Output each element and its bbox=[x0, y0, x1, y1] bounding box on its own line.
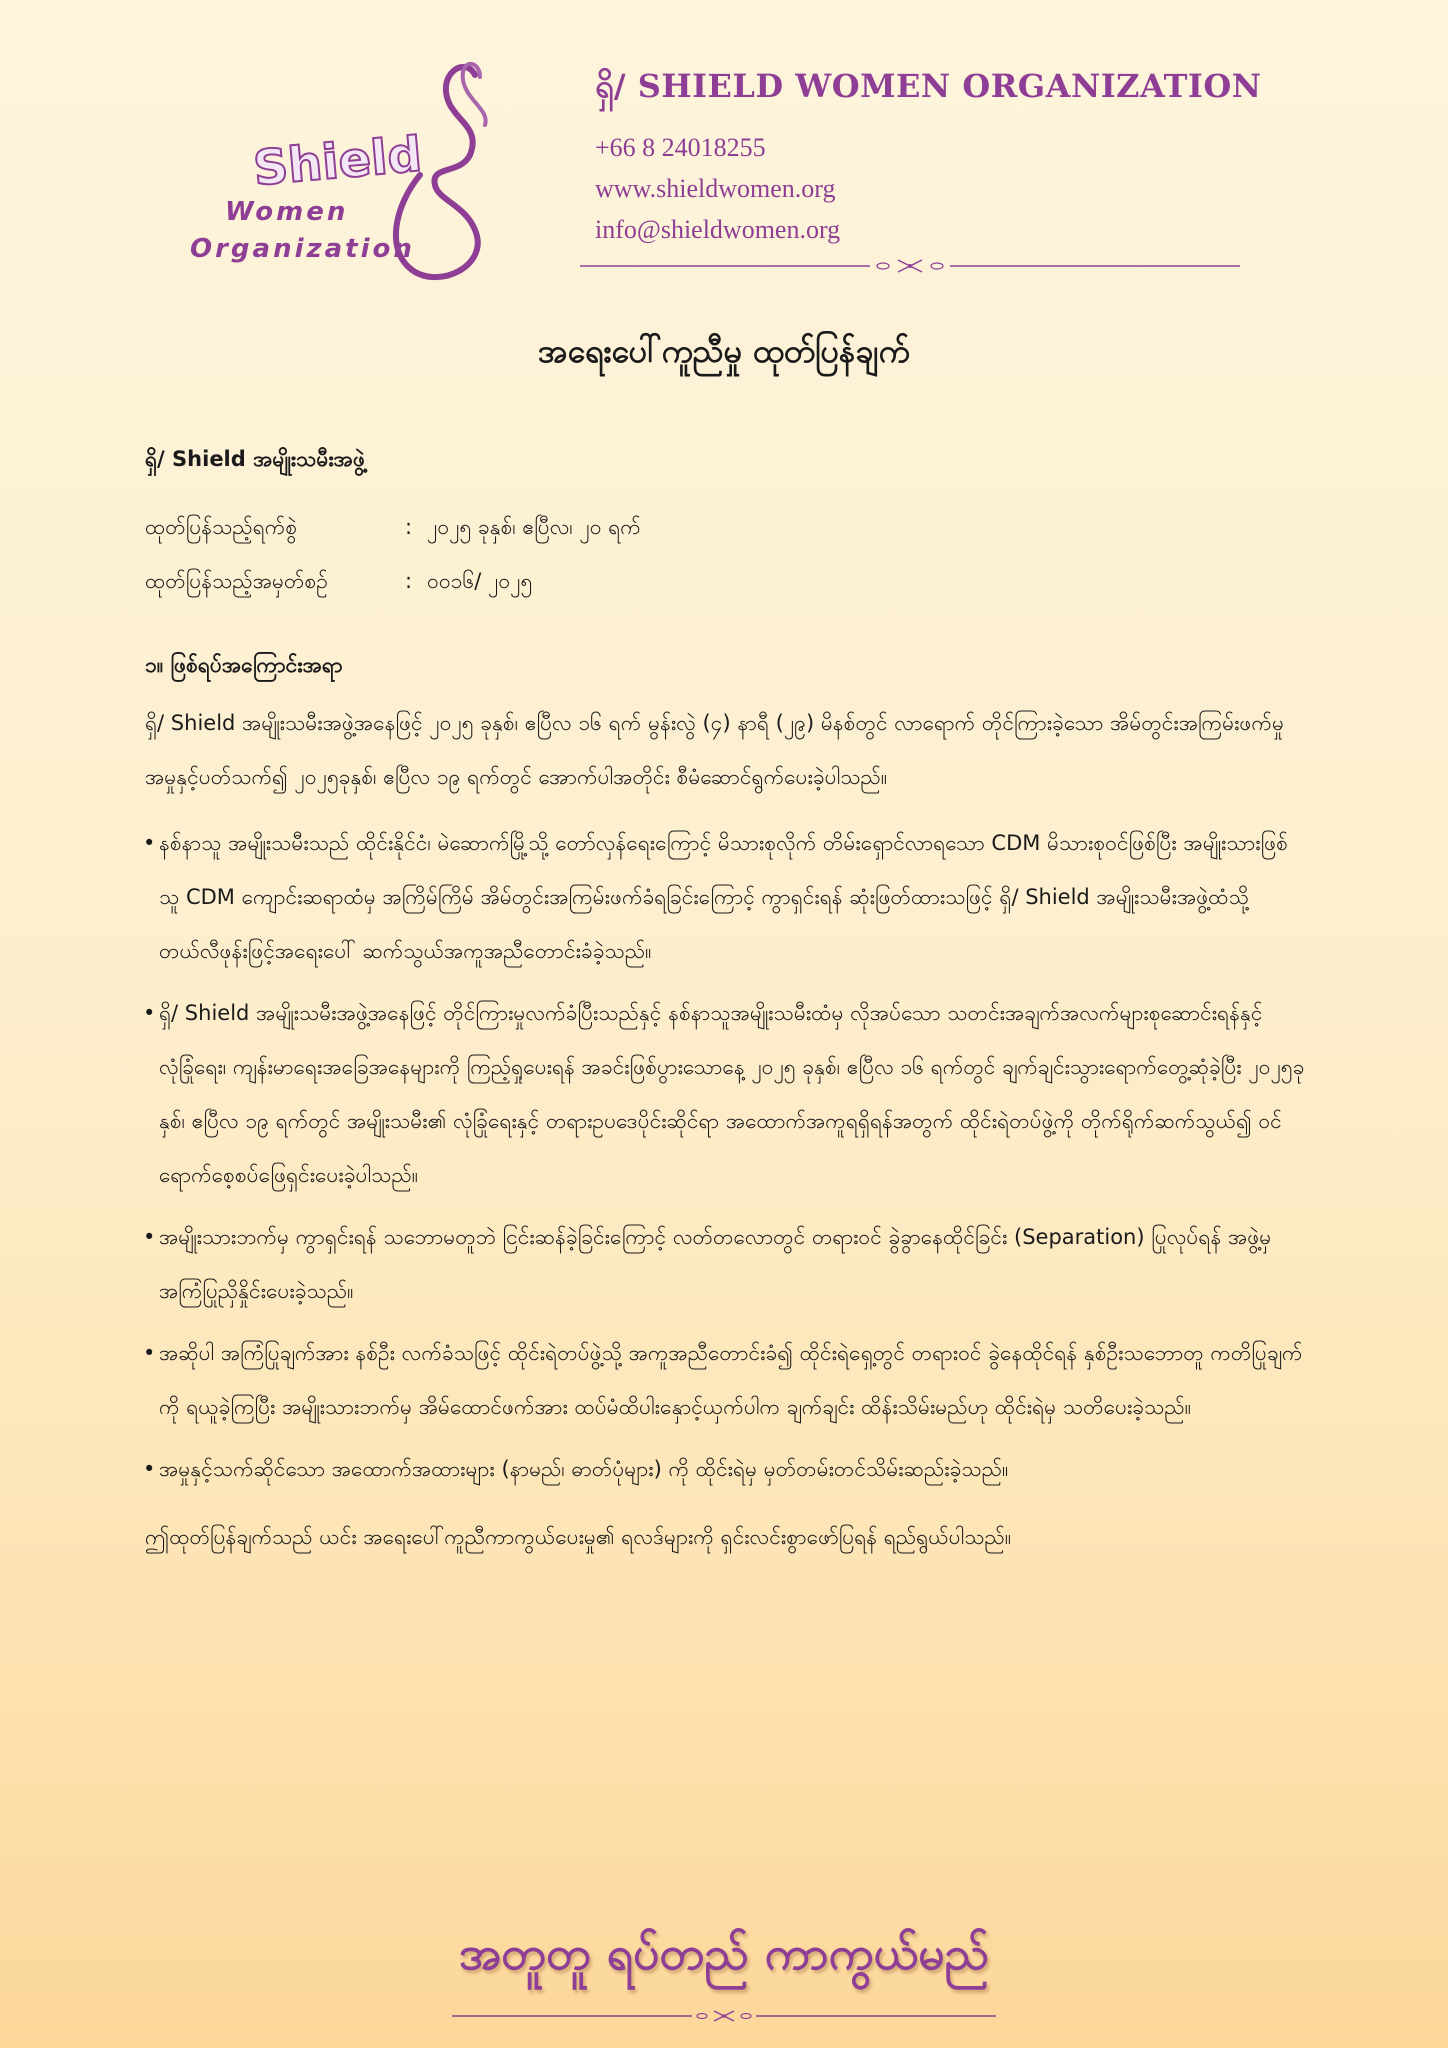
list-item: • နစ်နာသူ အမျိုးသမီးသည် ထိုင်းနိုင်ငံ၊ မဲဆောက်မြို့သို့ တော်လှန်ရေးကြောင့် မိသားစုလိုက် တိမ်းရှောင်လာရသော CDM မိသားစုဝင်ဖြစ်ပြီး အမျိုးသားဖြစ်သူ CDM ကျောင်းဆရာထံမှ အကြိမ်ကြိမ် အိမ်တွင်းအကြမ်းဖက်ခံရခြင်းကြောင့် ကွာရှင်းရန် ဆုံးဖြတ်ထားသဖြင့် ရှိ/ Shield အမျိုးသမီးအဖွဲ့ထံသို့ တယ်လီဖုန်းဖြင့်အရေးပေါ် ဆက်သွယ်အကူအညီတောင်းခံခဲ့သည်။ bbox=[145, 816, 1305, 978]
issuer-label: ရှိ/ Shield အမျိုးသမီးအဖွဲ့ bbox=[145, 447, 365, 471]
closing-paragraph: ဤထုတ်ပြန်ချက်သည် ယင်း အရေးပေါ်ကူညီကာကွယ်ပေးမှု၏ ရလဒ်များကို ရှင်းလင်းစွာဖော်ပြရန် ရည်ရွယ်ပါသည်။ bbox=[145, 1525, 1012, 1549]
ornament-divider-icon bbox=[580, 256, 1240, 276]
list-item: • အမျိုးသားဘက်မှ ကွာရှင်းရန် သဘောမတူဘဲ ငြင်းဆန်ခဲ့ခြင်းကြောင့် လတ်တလောတွင် တရားဝင် ခွဲခွာနေထိုင်ခြင်း (Separation) ပြုလုပ်ရန် အဖွဲ့မှ အကြံပြုညှိနှိုင်းပေးခဲ့သည်။ bbox=[145, 1210, 1305, 1318]
meta-colon: : bbox=[405, 569, 413, 593]
letterhead bbox=[0, 0, 1448, 300]
intro-paragraph: ရှိ/ Shield အမျိုးသမီးအဖွဲ့အနေဖြင့် ၂၀၂၅ ခုနှစ်၊ ဧပြီလ ၁၆ ရက် မွန်းလွဲ (၄) နာရီ (၂၉) မိနစ်တွင် လာရောက် တိုင်ကြားခဲ့သော အိမ်တွင်းအကြမ်းဖက်မှု အမှုနှင့်ပတ်သက်၍ ၂၀၂၅ခုနှစ်၊ ဧပြီလ ၁၉ ရက်တွင် အောက်ပါအတိုင်း စီမံဆောင်ရွက်ပေးခဲ့ပါသည်။ bbox=[145, 711, 1284, 789]
meta-row-date bbox=[145, 500, 1305, 554]
logo-word-women: Women bbox=[225, 197, 349, 227]
shield-logo-icon bbox=[180, 55, 560, 295]
logo-word-shield: Shield bbox=[251, 126, 424, 197]
shield-logo bbox=[180, 55, 560, 295]
document-body bbox=[145, 432, 1305, 1576]
action-list bbox=[145, 816, 1305, 1496]
list-item: • အမှုနှင့်သက်ဆိုင်သော အထောက်အထားများ (နာမည်၊ ဓာတ်ပုံများ) ကို ထိုင်းရဲမှ မှတ်တမ်းတင်သိမ်းဆည်းခဲ့သည်။ bbox=[145, 1442, 1305, 1496]
organization-info bbox=[595, 65, 1262, 260]
meta-key: ထုတ်ပြန်သည့်ရက်စွဲ bbox=[145, 515, 298, 539]
meta-value: ၂၀၂၅ ခုနှစ်၊ ဧပြီလ၊ ၂၀ ရက် bbox=[427, 515, 641, 539]
meta-colon: : bbox=[405, 515, 413, 539]
phone-number: +66 8 24018255 bbox=[595, 133, 766, 162]
footer-ornament-icon bbox=[452, 2007, 996, 2025]
footer-slogan: အတူတူ ရပ်တည် ကာကွယ်မည် bbox=[458, 1926, 990, 1980]
list-item: • အဆိုပါ အကြံပြုချက်အား နစ်ဦး လက်ခံသဖြင့် ထိုင်းရဲတပ်ဖွဲ့သို့ အကူအညီတောင်းခံ၍ ထိုင်းရဲရှေ့တွင် တရားဝင် ခွဲနေထိုင်ရန် နှစ်ဦးသဘောတူ ကတိပြုချက်ကို ရယူခဲ့ကြပြီး အမျိုးသားဘက်မှ အိမ်ထောင်ဖက်အား ထပ်မံထိပါးနှောင့်ယှက်ပါက ချက်ချင်း ထိန်းသိမ်းမည်ဟု ထိုင်းရဲမှ သတိပေးခဲ့သည်။ bbox=[145, 1326, 1305, 1434]
email-link[interactable]: info@shieldwomen.org bbox=[595, 215, 841, 244]
logo-word-organization: Organization bbox=[190, 234, 415, 264]
section-heading: ၁။ ဖြစ်ရပ်အကြောင်းအရာ bbox=[145, 653, 343, 677]
document-title: အရေးပေါ်ကူညီမှု ထုတ်ပြန်ချက် bbox=[538, 332, 910, 370]
website-link[interactable]: www.shieldwomen.org bbox=[595, 174, 836, 203]
meta-row-serial bbox=[145, 554, 1305, 608]
meta-key: ထုတ်ပြန်သည့်အမှတ်စဉ် bbox=[145, 569, 328, 593]
meta-value: ၀၀၁၆/ ၂၀၂၅ bbox=[427, 569, 533, 593]
organization-name: ရှိ/ SHIELD WOMEN ORGANIZATION bbox=[595, 67, 1262, 105]
list-item: • ရှိ/ Shield အမျိုးသမီးအဖွဲ့အနေဖြင့် တိုင်ကြားမှုလက်ခံပြီးသည်နှင့် နစ်နာသူအမျိုးသမီးထံမှ လိုအပ်သော သတင်းအချက်အလက်များစုဆောင်းရန်နှင့် လုံခြုံရေး၊ ကျန်းမာရေးအခြေအနေများကို ကြည့်ရှုပေးရန် အခင်းဖြစ်ပွားသောနေ့ ၂၀၂၅ ခုနှစ်၊ ဧပြီလ ၁၆ ရက်တွင် ချက်ချင်းသွားရောက်တွေ့ဆုံခဲ့ပြီး ၂၀၂၅ခုနှစ်၊ ဧပြီလ ၁၉ ရက်တွင် အမျိုးသမီး၏ လုံခြုံရေးနှင့် တရားဥပဒေပိုင်းဆိုင်ရာ အထောက်အကူရရှိရန်အတွက် ထိုင်းရဲတပ်ဖွဲ့ကို တိုက်ရိုက်ဆက်သွယ်၍ ဝင်ရောက်စေ့စပ်ဖြေရှင်းပေးခဲ့ပါသည်။ bbox=[145, 986, 1305, 1202]
